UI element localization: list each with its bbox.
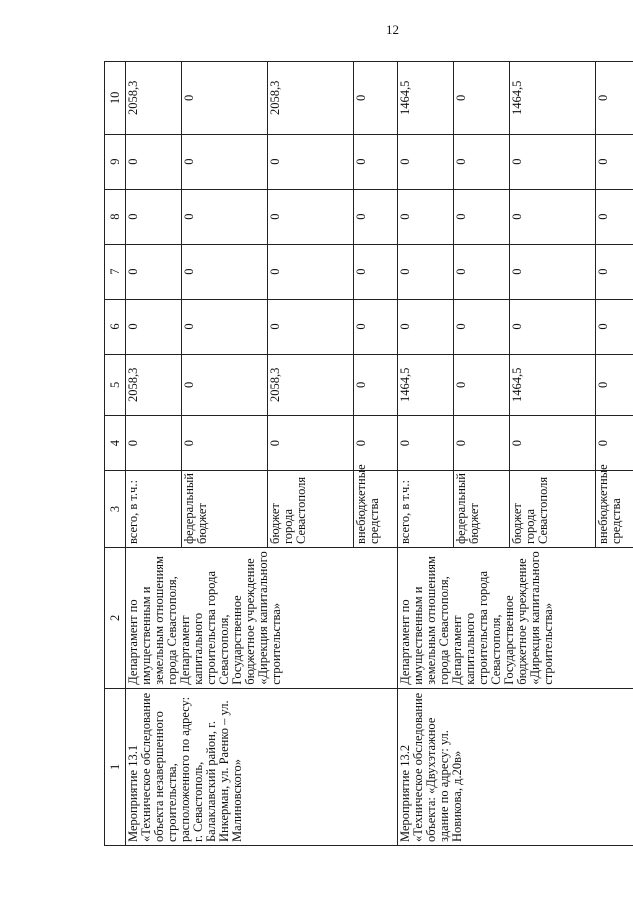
executor-cell: Департамент по имущественным и земельным отношениям города Севастополя, Департамент капитального строительства города Севастополя, Государственное бюджетное учреждение «Дирекция капитального строительства» <box>126 548 398 689</box>
column-header: 6 <box>105 299 126 354</box>
value-cell: 0 <box>398 134 454 189</box>
value-cell: 0 <box>268 299 354 354</box>
value-cell: 0 <box>126 416 182 471</box>
value-cell: 0 <box>596 134 633 189</box>
value-cell: 0 <box>182 416 268 471</box>
value-cell: 0 <box>268 244 354 299</box>
value-cell: 0 <box>398 189 454 244</box>
value-cell: 0 <box>182 354 268 416</box>
value-cell: 0 <box>398 299 454 354</box>
value-cell: 1464,5 <box>510 62 596 135</box>
value-cell: 0 <box>398 416 454 471</box>
budget-table <box>104 61 633 846</box>
value-cell: 0 <box>354 354 398 416</box>
funding-source-cell: бюджет города Севастополя <box>510 471 596 548</box>
value-cell: 0 <box>454 134 510 189</box>
column-header: 4 <box>105 416 126 471</box>
value-cell: 0 <box>510 299 596 354</box>
column-header: 3 <box>105 471 126 548</box>
value-cell: 0 <box>268 134 354 189</box>
header-row <box>105 62 126 846</box>
value-cell: 0 <box>510 189 596 244</box>
table-row <box>398 62 454 846</box>
funding-source-cell: федеральный бюджет <box>182 471 268 548</box>
value-cell: 1464,5 <box>398 62 454 135</box>
column-header: 2 <box>105 548 126 689</box>
value-cell: 0 <box>182 189 268 244</box>
funding-source-cell: внебюджетные средства <box>354 471 398 548</box>
funding-source-cell: всего, в т.ч.: <box>126 471 182 548</box>
value-cell: 0 <box>398 244 454 299</box>
measure-cell: Мероприятие 13.1 «Техническое обследование объекта незавершенного строительства, расположенного по адресу: г. Севастополь, Балаклавский район, г. Инкерман, ул. Раенко – ул. Малиновского» <box>126 688 398 845</box>
page-number: 12 <box>386 22 399 37</box>
value-cell: 0 <box>126 134 182 189</box>
value-cell: 0 <box>182 62 268 135</box>
value-cell: 0 <box>126 189 182 244</box>
value-cell: 1464,5 <box>398 354 454 416</box>
value-cell: 0 <box>126 299 182 354</box>
funding-source-cell: всего, в т.ч.: <box>398 471 454 548</box>
value-cell: 0 <box>182 134 268 189</box>
column-header: 1 <box>105 688 126 845</box>
value-cell: 0 <box>354 299 398 354</box>
value-cell: 0 <box>454 244 510 299</box>
value-cell: 0 <box>510 416 596 471</box>
value-cell: 0 <box>596 189 633 244</box>
value-cell: 0 <box>510 134 596 189</box>
value-cell: 0 <box>354 62 398 135</box>
column-header: 9 <box>105 134 126 189</box>
measure-cell: Мероприятие 13.2 «Техническое обследование объекта: «Двухэтажное здание по адресу: ул. Новикова, д.20в» <box>398 688 633 845</box>
rotated-table-wrapper <box>104 61 623 846</box>
funding-source-cell: бюджет города Севастополя <box>268 471 354 548</box>
value-cell: 1464,5 <box>510 354 596 416</box>
value-cell: 0 <box>354 416 398 471</box>
value-cell: 0 <box>182 244 268 299</box>
value-cell: 2058,3 <box>268 62 354 135</box>
column-header: 10 <box>105 62 126 135</box>
value-cell: 0 <box>596 62 633 135</box>
value-cell: 0 <box>268 189 354 244</box>
value-cell: 0 <box>454 62 510 135</box>
column-header: 7 <box>105 244 126 299</box>
value-cell: 0 <box>596 354 633 416</box>
value-cell: 0 <box>454 354 510 416</box>
value-cell: 0 <box>454 299 510 354</box>
value-cell: 0 <box>454 189 510 244</box>
value-cell: 0 <box>126 244 182 299</box>
value-cell: 0 <box>354 189 398 244</box>
funding-source-cell: внебюджетные средства <box>596 471 633 548</box>
value-cell: 0 <box>454 416 510 471</box>
value-cell: 0 <box>354 134 398 189</box>
value-cell: 0 <box>182 299 268 354</box>
table-row <box>126 62 182 846</box>
funding-source-cell: федеральный бюджет <box>454 471 510 548</box>
value-cell: 0 <box>596 244 633 299</box>
value-cell: 2058,3 <box>126 354 182 416</box>
value-cell: 0 <box>510 244 596 299</box>
value-cell: 0 <box>268 416 354 471</box>
column-header: 5 <box>105 354 126 416</box>
column-header: 8 <box>105 189 126 244</box>
value-cell: 2058,3 <box>126 62 182 135</box>
value-cell: 0 <box>354 244 398 299</box>
value-cell: 0 <box>596 416 633 471</box>
executor-cell: Департамент по имущественным и земельным отношениям города Севастополя, Департамент капитального строительства города Севастополя, Государственное бюджетное учреждение «Дирекция капитального строительства» <box>398 548 633 689</box>
value-cell: 0 <box>596 299 633 354</box>
value-cell: 2058,3 <box>268 354 354 416</box>
